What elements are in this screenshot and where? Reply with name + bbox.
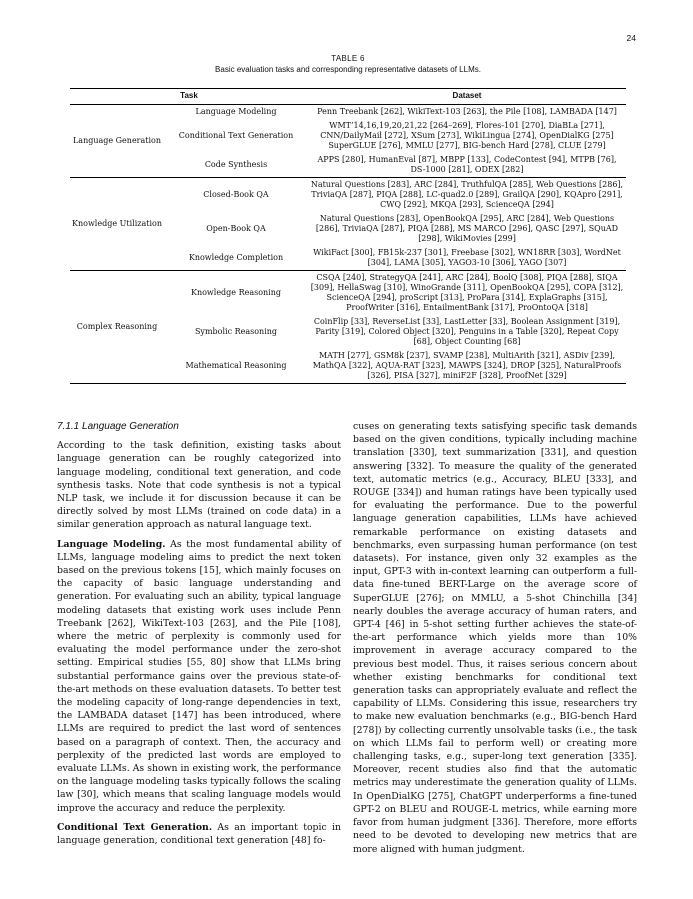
dataset-cell: CSQA [240], StrategyQA [241], ARC [284], BoolQ [308], PIQA [288], SIQA [309], HellaSwag [310], WinoGrande [311], OpenBookQA [295], COPA [312], ScienceQA [294], proScript [313], ProPara [314], ExplaGraphs [315], ProofWriter [316], EntailmentBank [317], ProOntoQA [318] xyxy=(310,273,624,312)
language-modeling-heading: Language Modeling. xyxy=(57,538,166,550)
right-column xyxy=(353,420,637,862)
section-title: 7.1.1 Language Generation xyxy=(57,421,179,432)
category-cell: Language Generation xyxy=(70,105,164,178)
task-cell: Mathematical Reasoning xyxy=(164,349,308,384)
dataset-cell: CoinFlip [33], ReverseList [33], LastLetter [33], Boolean Assignment [319], Parity [319], Colored Object [320], Penguins in a Table [320], Repeat Copy [68], Object Counting [68] xyxy=(313,317,621,346)
task-cell: Language Modeling xyxy=(195,107,277,116)
table-row xyxy=(70,271,626,316)
table-label: TABLE 6 xyxy=(331,54,365,63)
category-cell: Complex Reasoning xyxy=(70,271,164,384)
task-cell: Open-Book QA xyxy=(206,224,266,233)
dataset-cell: Natural Questions [283], OpenBookQA [295], ARC [284], Web Questions [286], TriviaQA [287], PIQA [288], MS MARCO [296], QASC [297], SQuAD [298], WikiMovies [299] xyxy=(315,214,619,243)
table-row xyxy=(70,105,626,120)
evaluation-table xyxy=(70,88,626,384)
intro-paragraph: According to the task definition, existing tasks about language generation can be roughly categorized into language modeling, conditional text generation, and code synthesis tasks. Note that code synthesis is not a typical NLP task, we include it for discussion because it can be directly solved by most LLMs (trained on code data) in a similar generation approach as natural language text. xyxy=(57,440,341,531)
dataset-cell: WikiFact [300], FB15k-237 [301], Freebase [302], WN18RR [303], WordNet [304], LAMA [305], YAGO3-10 [306], YAGO [307] xyxy=(308,246,626,271)
dataset-cell: MATH [277], GSM8k [237], SVAMP [238], MultiArith [321], ASDiv [239], MathQA [322], AQUA-RAT [323], MAWPS [324], DROP [325], NaturalProofs [326], PISA [327], miniF2F [328], ProofNet [329] xyxy=(308,349,626,384)
task-cell: Knowledge Completion xyxy=(164,246,308,271)
conditional-generation-text: As an important topic in language generation, conditional text generation [48] fo- xyxy=(57,821,341,847)
task-cell: Knowledge Reasoning xyxy=(190,288,282,297)
conditional-generation-heading: Conditional Text Generation. xyxy=(57,821,213,833)
conditional-generation-paragraph xyxy=(57,821,341,847)
table-row xyxy=(70,178,626,213)
dataset-cell: WMT’14,16,19,20,21,22 [264–269], Flores-101 [270], DiaBLa [271], CNN/DailyMail [272], XSum [273], WikiLingua [274], OpenDialKG [275] SuperGLUE [276], MMLU [277], BIG-bench Hard [278], CLUE [279] xyxy=(320,121,614,150)
left-column xyxy=(57,420,341,853)
dataset-header: Dataset xyxy=(308,89,626,105)
task-cell: Symbolic Reasoning xyxy=(194,327,278,336)
right-column-paragraph: cuses on generating texts satisfying specific task demands based on the given conditions, typically including machine translation [330], text summarization [331], and question answering [332]. To measure the quality of the generated text, automatic metrics (e.g., Accuracy, BLEU [333], and ROUGE [334]) and human ratings have been typically used for evaluating the performance. Due to the powerful language generation capabilities, LLMs have achieved remarkable performance on existing datasets and benchmarks, even surpassing human performance (on test datasets). For instance, given only 32 examples as the input, GPT-3 with in-context learning can outperform a full-data fine-tuned BERT-Large on the average score of SuperGLUE [276]; on MMLU, a 5-shot Chinchilla [34] nearly doubles the average accuracy of human raters, and GPT-4 [46] in 5-shot setting further achieves the state-of-the-art performance which yields more than 10% improvement in average accuracy compared to the previous best model. Thus, it raises serious concern about whether existing benchmarks for conditional text generation tasks can appropriately evaluate and reflect the capability of LLMs. Considering this issue, researchers try to make new evaluation benchmarks (e.g., BIG-bench Hard [278]) by collecting currently unsolvable tasks (i.e., the task on which LLMs fail to perform well) or creating more challenging tasks, e.g., super-long text generation [335]. Moreover, recent studies also find that the automatic metrics may underestimate the generation quality of LLMs. In OpenDialKG [275], ChatGPT underperforms a fine-tuned GPT-2 on BLEU and ROUGE-L metrics, while earning more favor from human judgment [336]. Therefore, more efforts need to be devoted to developing new metrics that are more aligned with human judgment. xyxy=(353,421,637,855)
category-cell: Knowledge Utilization xyxy=(70,178,164,271)
dataset-cell: Penn Treebank [262], WikiText-103 [263], the Pile [108], LAMBADA [147] xyxy=(317,107,617,116)
language-modeling-text: As the most fundamental ability of LLMs, language modeling aims to predict the next token based on the previous tokens [15], which mainly focuses on the capacity of basic language understanding and generation. For evaluating such an ability, typical language modeling datasets that existing work uses include Penn Treebank [262], WikiText-103 [263], and the Pile [108], where the metric of perplexity is commonly used for evaluating the model performance under the zero-shot setting. Empirical studies [55, 80] show that LLMs bring substantial performance gains over the previous state-of-the-art methods on these evaluation datasets. To better test the modeling capacity of long-range dependencies in text, the LAMBADA dataset [147] has been introduced, where LLMs are required to predict the last word of sentences based on a paragraph of context. Then, the accuracy and perplexity of the predicted last words are employed to evaluate LLMs. As shown in existing work, the performance on the language modeling tasks typically follows the scaling law [30], which means that scaling language models would improve the accuracy and reduce the perplexity. xyxy=(57,538,341,814)
task-cell: Closed-Book QA xyxy=(203,190,269,199)
task-cell: Code Synthesis xyxy=(164,153,308,178)
task-header: Task xyxy=(70,89,308,105)
task-cell: Conditional Text Generation xyxy=(178,131,294,140)
dataset-cell: Natural Questions [283], ARC [284], TruthfulQA [285], Web Questions [286], TriviaQA [287], PIQA [288], LC-quad2.0 [289], GrailQA [290], KQApro [291], CWQ [292], MKQA [293], ScienceQA [294] xyxy=(310,180,624,209)
language-modeling-paragraph xyxy=(57,538,341,815)
dataset-cell: APPS [280], HumanEval [87], MBPP [133], CodeContest [94], MTPB [76], DS-1000 [281], ODEX [282] xyxy=(308,153,626,178)
table-caption: Basic evaluation tasks and corresponding representative datasets of LLMs. xyxy=(215,65,481,74)
page-number: 24 xyxy=(626,33,636,43)
